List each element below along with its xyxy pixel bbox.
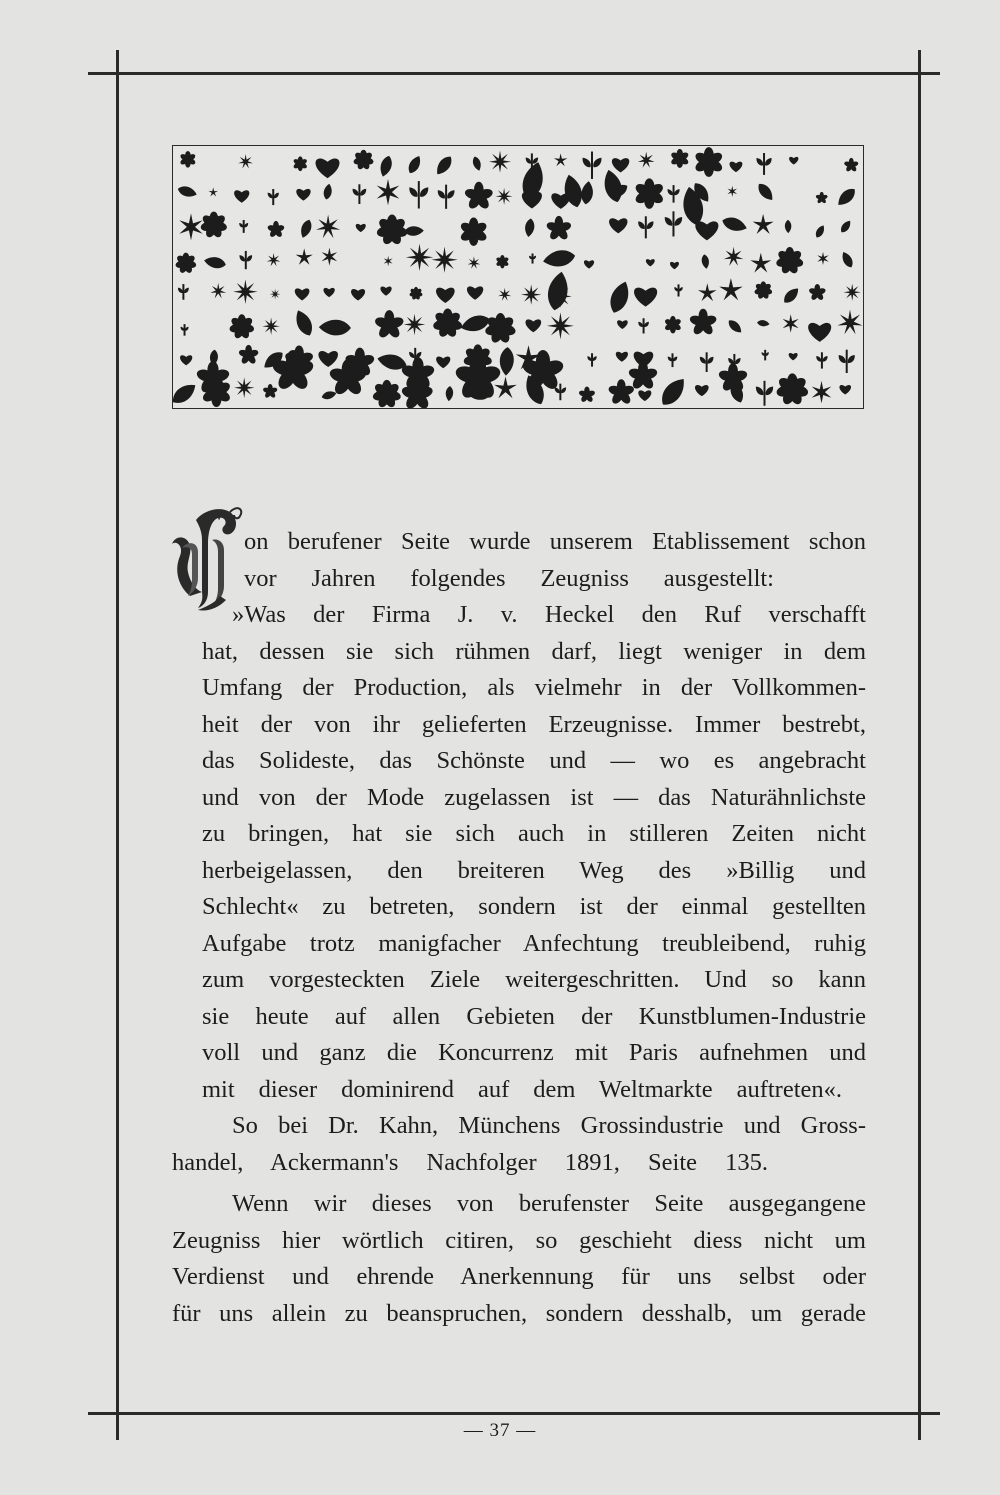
leaf-silhouette bbox=[775, 247, 804, 275]
leaf-silhouette bbox=[761, 350, 770, 361]
text-line: zum vorgesteckten Ziele weitergeschritten. Und so kann bbox=[202, 966, 866, 993]
leaf-silhouette bbox=[844, 284, 861, 301]
leaf-silhouette bbox=[378, 154, 394, 178]
drop-cap-letter: V bbox=[214, 509, 225, 524]
leaf-silhouette-banner bbox=[172, 145, 864, 409]
text-line: Zeugniss hier wörtlich citiren, so geschieht diess nicht um bbox=[172, 1226, 866, 1254]
text-line: hat, dessen sie sich rühmen darf, liegt weniger in dem bbox=[202, 637, 866, 665]
leaf-silhouette bbox=[292, 307, 316, 338]
leaf-silhouette bbox=[233, 279, 258, 304]
leaf-silhouette bbox=[578, 387, 595, 404]
leaf-silhouette bbox=[209, 187, 219, 196]
leaf-silhouette bbox=[384, 256, 393, 266]
leaf-silhouette bbox=[547, 312, 574, 339]
leaf-silhouette bbox=[316, 159, 340, 179]
leaf-silhouette bbox=[266, 189, 280, 205]
leaf-silhouette bbox=[607, 379, 635, 405]
leaf-silhouette bbox=[322, 248, 338, 266]
leaf-silhouette bbox=[663, 211, 685, 236]
leaf-silhouette bbox=[837, 350, 857, 373]
leaf-silhouette bbox=[229, 314, 255, 339]
leaf-silhouette bbox=[351, 289, 365, 301]
leaf-silhouette bbox=[495, 255, 509, 268]
leaf-silhouette bbox=[321, 389, 338, 400]
leaf-silhouette bbox=[609, 218, 627, 233]
leaf-silhouette bbox=[267, 221, 285, 238]
text-line: vor Jahren folgendes Zeugniss ausgestellt: bbox=[244, 564, 774, 592]
leaf-silhouette bbox=[436, 288, 455, 303]
frame-top-rule bbox=[88, 72, 940, 75]
flower-silhouette bbox=[628, 361, 659, 390]
leaf-silhouette bbox=[177, 284, 190, 300]
leaf-silhouette bbox=[839, 385, 851, 395]
leaf-silhouette bbox=[489, 151, 511, 173]
leaf-silhouette bbox=[238, 345, 259, 365]
leaf-silhouette bbox=[785, 220, 792, 233]
leaf-silhouette bbox=[380, 286, 391, 295]
leaf-silhouette bbox=[586, 353, 597, 366]
leaf-silhouettes-illustration bbox=[173, 146, 863, 408]
leaf-silhouette bbox=[406, 154, 424, 176]
leaf-silhouette bbox=[546, 216, 573, 241]
leaf-silhouette bbox=[701, 254, 710, 270]
leaf-silhouette bbox=[234, 378, 255, 399]
leaf-silhouette bbox=[670, 149, 690, 168]
leaf-silhouette bbox=[638, 390, 651, 401]
leaf-silhouette bbox=[494, 377, 517, 399]
leaf-silhouette bbox=[657, 374, 690, 408]
leaf-silhouette bbox=[670, 262, 679, 269]
leaf-silhouette bbox=[755, 153, 774, 175]
leaf-silhouette bbox=[270, 289, 281, 300]
leaf-silhouette bbox=[319, 319, 352, 336]
leaf-silhouette bbox=[730, 162, 743, 173]
leaf-silhouette bbox=[409, 287, 423, 300]
leaf-silhouette bbox=[180, 355, 192, 365]
text-line: mit dieser dominirend auf dem Weltmarkte auftreten«. bbox=[202, 1075, 842, 1103]
text-line: Verdienst und ehrende Anerkennung für uns selbst oder bbox=[172, 1263, 866, 1290]
leaf-silhouette bbox=[616, 352, 628, 362]
leaf-silhouette bbox=[817, 252, 828, 265]
leaf-silhouette bbox=[580, 180, 594, 205]
leaf-silhouette bbox=[296, 248, 313, 264]
leaf-silhouette bbox=[464, 182, 494, 211]
leaf-silhouette bbox=[689, 309, 718, 337]
leaf-silhouette bbox=[666, 185, 681, 203]
leaf-silhouette bbox=[638, 152, 655, 168]
leaf-silhouette bbox=[323, 288, 334, 297]
leaf-silhouette bbox=[234, 190, 249, 203]
leaf-silhouette bbox=[837, 310, 862, 335]
leaf-silhouette bbox=[634, 288, 657, 307]
text-line: on berufener Seite wurde unserem Etablissement schon bbox=[244, 528, 866, 555]
text-line: Schlecht« zu betreten, sondern ist der einmal gestellten bbox=[202, 893, 866, 920]
leaf-silhouette bbox=[634, 178, 665, 208]
leaf-silhouette bbox=[720, 215, 748, 235]
frame-bottom-rule bbox=[88, 1412, 940, 1415]
leaf-silhouette bbox=[637, 318, 650, 333]
text-line: zu bringen, hat sie sich auch in stilleren Zeiten nicht bbox=[202, 820, 866, 847]
leaf-silhouette bbox=[528, 254, 537, 264]
leaf-silhouette bbox=[545, 270, 571, 312]
text-line: herbeigelassen, den breiteren Weg des »Billig und bbox=[202, 856, 866, 884]
leaf-silhouette bbox=[753, 214, 774, 234]
leaf-silhouette bbox=[180, 324, 190, 335]
frame-right-rule bbox=[918, 50, 921, 1440]
leaf-silhouette bbox=[433, 153, 455, 177]
leaf-silhouette bbox=[445, 386, 454, 402]
leaf-silhouette bbox=[407, 181, 431, 208]
leaf-silhouette bbox=[617, 320, 628, 329]
leaf-silhouette bbox=[525, 319, 541, 332]
leaf-silhouette bbox=[404, 226, 424, 236]
leaf-silhouette bbox=[175, 253, 197, 275]
leaf-silhouette bbox=[783, 314, 799, 333]
leaf-silhouette bbox=[173, 380, 199, 408]
leaf-silhouette bbox=[815, 352, 829, 368]
page-number: — 37 — bbox=[463, 1420, 537, 1441]
leaf-silhouette bbox=[431, 247, 457, 273]
leaf-silhouette bbox=[238, 251, 254, 269]
leaf-silhouette bbox=[404, 314, 426, 336]
text-line: handel, Ackermann's Nachfolger 1891, Seite 135. bbox=[172, 1148, 768, 1176]
leaf-silhouette bbox=[353, 150, 374, 171]
leaf-silhouette bbox=[298, 218, 313, 239]
leaf-silhouette bbox=[432, 309, 463, 339]
text-line: »Was der Firma J. v. Heckel den Ruf verschafft bbox=[232, 601, 866, 628]
leaf-silhouette bbox=[318, 351, 338, 367]
leaf-silhouette bbox=[524, 218, 536, 238]
leaf-silhouette bbox=[316, 215, 340, 239]
paragraph-intro bbox=[244, 524, 866, 597]
leaf-silhouette bbox=[293, 156, 308, 171]
leaf-silhouette bbox=[646, 259, 655, 266]
leaf-silhouette bbox=[606, 279, 633, 316]
leaf-silhouette bbox=[808, 284, 826, 301]
leaf-silhouette bbox=[376, 215, 408, 246]
leaf-silhouette bbox=[840, 250, 856, 269]
leaf-silhouette bbox=[754, 281, 773, 299]
leaf-silhouette bbox=[728, 186, 738, 197]
leaf-silhouette bbox=[262, 318, 279, 335]
text-line: für uns allein zu beanspruchen, sondern desshalb, um gerade bbox=[172, 1299, 866, 1327]
leaf-silhouette bbox=[436, 357, 450, 369]
leaf-silhouette bbox=[499, 347, 515, 376]
text-line: das Solideste, das Schönste und — wo es angebracht bbox=[202, 747, 866, 774]
leaf-silhouette bbox=[468, 256, 481, 268]
leaf-silhouette bbox=[664, 316, 682, 334]
leaf-silhouette bbox=[754, 381, 775, 406]
leaf-silhouette bbox=[467, 286, 483, 299]
leaf-silhouette bbox=[812, 381, 832, 404]
leaf-silhouette bbox=[719, 278, 743, 300]
text-line: und von der Mode zugelassen ist — das Naturähnlichste bbox=[202, 783, 866, 811]
leaf-silhouette bbox=[755, 181, 776, 203]
leaf-silhouette bbox=[374, 310, 405, 340]
text-line: voll und ganz die Koncurrenz mit Paris aufnehmen und bbox=[202, 1039, 866, 1066]
leaf-silhouette bbox=[176, 184, 198, 199]
text-line: Wenn wir dieses von berufenster Seite ausgegangene bbox=[232, 1190, 866, 1217]
leaf-silhouette bbox=[839, 219, 853, 235]
leaf-silhouette bbox=[695, 385, 709, 396]
leaf-silhouette bbox=[724, 247, 744, 266]
leaf-silhouette bbox=[267, 253, 281, 266]
leaf-silhouette bbox=[210, 283, 226, 299]
text-line: sie heute auf allen Gebieten der Kunstblumen-Industrie bbox=[202, 1002, 866, 1030]
leaf-silhouette bbox=[612, 158, 629, 172]
leaf-silhouette bbox=[436, 185, 457, 209]
leaf-silhouette bbox=[776, 373, 810, 406]
leaf-silhouette bbox=[667, 353, 679, 367]
leaf-silhouette bbox=[262, 384, 278, 399]
text-line: heit der von ihr gelieferten Erzeugnisse. Immer bestrebt, bbox=[202, 710, 866, 738]
leaf-silhouette bbox=[808, 323, 831, 342]
leaf-silhouette bbox=[584, 260, 594, 268]
leaf-silhouette bbox=[406, 244, 433, 271]
leaf-silhouette bbox=[322, 183, 333, 200]
leaf-silhouette bbox=[693, 147, 724, 177]
leaf-silhouette bbox=[179, 213, 202, 240]
leaf-silhouette bbox=[750, 253, 771, 273]
leaf-silhouette bbox=[351, 184, 368, 204]
leaf-silhouette bbox=[179, 151, 196, 168]
paragraph-closing bbox=[172, 1186, 866, 1332]
leaf-silhouette bbox=[459, 217, 488, 245]
leaf-silhouette bbox=[484, 313, 516, 344]
leaf-silhouette bbox=[295, 288, 310, 300]
leaf-silhouette bbox=[789, 157, 798, 165]
leaf-silhouette bbox=[695, 221, 718, 240]
leaf-silhouette bbox=[554, 153, 568, 166]
leaf-silhouette bbox=[200, 212, 228, 239]
leaf-silhouette bbox=[542, 248, 577, 269]
text-line: Umfang der Production, als vielmehr in der Vollkommen- bbox=[202, 674, 866, 701]
leaf-silhouette bbox=[498, 288, 511, 301]
leaf-silhouette bbox=[521, 285, 541, 305]
leaf-silhouette bbox=[377, 179, 400, 205]
leaf-silhouette bbox=[726, 318, 744, 336]
leaf-silhouette bbox=[815, 192, 828, 204]
leaf-silhouette bbox=[789, 353, 798, 360]
leaf-silhouette bbox=[698, 283, 717, 301]
paragraph-citation bbox=[172, 1108, 866, 1181]
leaf-silhouette bbox=[471, 155, 483, 171]
leaf-silhouette bbox=[238, 220, 249, 233]
leaf-silhouette bbox=[834, 185, 858, 209]
paragraph-quotation bbox=[202, 597, 866, 1108]
leaf-silhouette bbox=[496, 188, 513, 205]
text-line: So bei Dr. Kahn, Münchens Grossindustrie und Gross- bbox=[232, 1112, 866, 1139]
frame-left-rule bbox=[116, 50, 119, 1440]
leaf-silhouette bbox=[356, 224, 366, 232]
leaf-silhouette bbox=[296, 189, 310, 201]
leaf-silhouette bbox=[757, 319, 770, 327]
leaf-silhouette bbox=[814, 224, 827, 239]
leaf-silhouette bbox=[781, 285, 802, 306]
leaf-silhouette bbox=[844, 158, 859, 173]
leaf-silhouette bbox=[673, 284, 683, 296]
text-line: Aufgabe trotz manigfacher Anfechtung treubleibend, ruhig bbox=[202, 929, 866, 957]
leaf-silhouette bbox=[203, 255, 227, 270]
leaf-silhouette bbox=[238, 154, 253, 168]
leaf-silhouette bbox=[698, 352, 715, 372]
leaf-silhouette bbox=[372, 380, 402, 408]
leaf-silhouette bbox=[580, 152, 604, 179]
leaf-silhouette bbox=[636, 216, 655, 238]
